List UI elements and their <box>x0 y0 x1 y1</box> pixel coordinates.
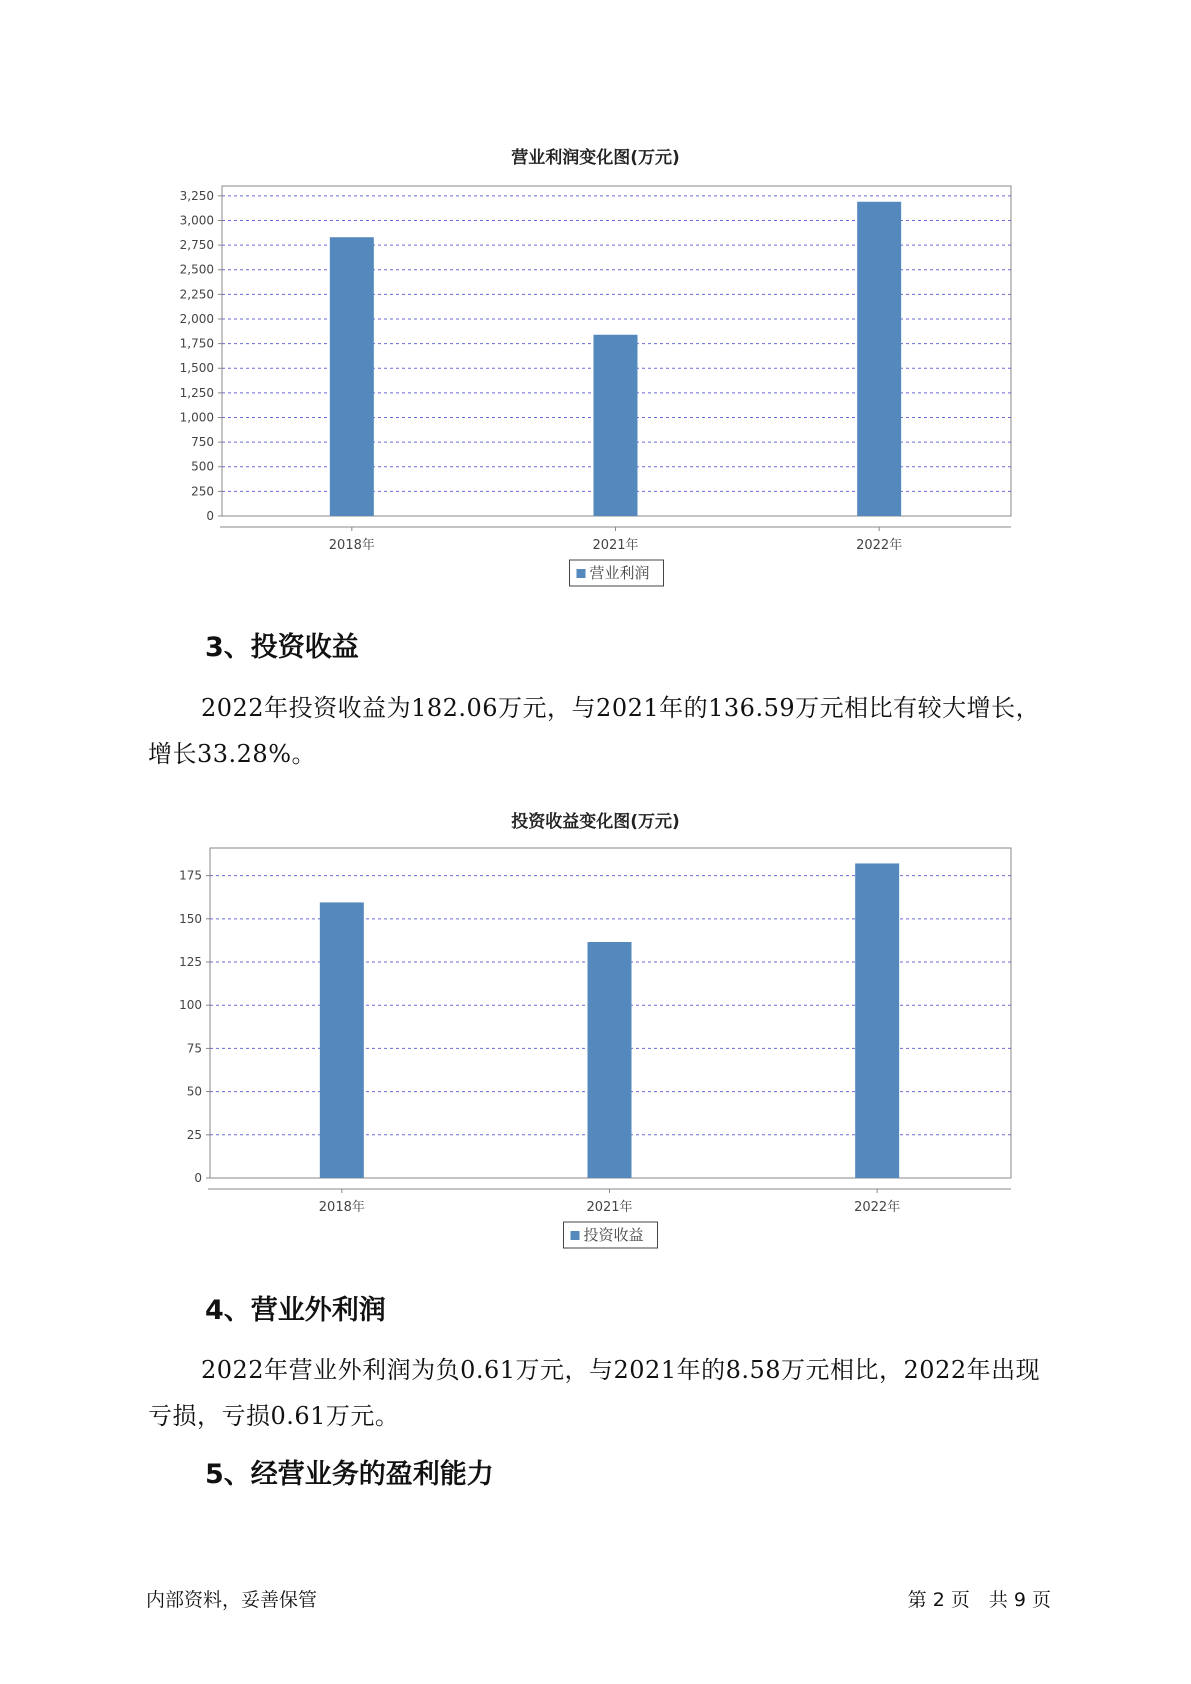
y-tick-label: 2,500 <box>179 262 214 277</box>
y-tick-label: 150 <box>179 911 202 926</box>
x-tick-label: 2021年 <box>592 538 639 553</box>
bar <box>320 902 364 1178</box>
y-tick-label: 175 <box>179 868 202 883</box>
y-tick-label: 3,250 <box>179 188 214 203</box>
y-tick-label: 1,250 <box>179 385 214 400</box>
y-tick-label: 1,500 <box>179 361 214 376</box>
y-tick-label: 0 <box>194 1171 202 1185</box>
y-tick-label: 1,750 <box>179 336 214 351</box>
bar <box>588 942 632 1178</box>
section3-paragraph: 2022年投资收益为182.06万元，与2021年的136.59万元相比有较大增长，增长33.28%。 <box>148 694 1041 768</box>
section3-heading: 3、投资收益 <box>205 632 359 663</box>
y-tick-label: 0 <box>206 509 214 523</box>
x-tick-label: 2022年 <box>854 1200 901 1215</box>
legend-swatch <box>571 1231 580 1240</box>
x-tick-label: 2022年 <box>856 538 903 553</box>
x-tick-label: 2018年 <box>328 538 375 553</box>
y-tick-label: 2,750 <box>179 238 214 253</box>
section4-paragraph: 2022年营业外利润为负0.61万元，与2021年的8.58万元相比，2022年出现亏损，亏损0.61万元。 <box>148 1356 1041 1430</box>
footer-page-number: 第 2 页 共 9 页 <box>907 1589 1051 1611</box>
y-tick-label: 750 <box>191 435 214 450</box>
y-tick-label: 2,250 <box>179 287 214 302</box>
y-tick-label: 25 <box>186 1127 202 1142</box>
y-tick-label: 2,000 <box>179 311 214 326</box>
y-tick-label: 125 <box>179 955 202 970</box>
legend-label: 投资收益 <box>583 1226 644 1244</box>
y-tick-label: 100 <box>179 998 202 1013</box>
y-tick-label: 50 <box>186 1084 202 1099</box>
footer-confidential-note: 内部资料，妥善保管 <box>146 1589 318 1611</box>
y-tick-label: 75 <box>186 1041 202 1056</box>
section5-heading: 5、经营业务的盈利能力 <box>205 1459 494 1490</box>
y-tick-label: 500 <box>191 459 214 474</box>
bar <box>855 863 899 1178</box>
chart2-title: 投资收益变化图(万元) <box>511 812 680 832</box>
y-tick-label: 250 <box>191 484 214 499</box>
x-tick-label: 2018年 <box>318 1200 365 1215</box>
y-tick-label: 1,000 <box>179 410 214 425</box>
y-tick-label: 3,000 <box>179 213 214 228</box>
chart1-title: 营业利润变化图(万元) <box>511 148 680 168</box>
legend-label: 营业利润 <box>589 564 650 582</box>
section4-heading: 4、营业外利润 <box>205 1295 386 1326</box>
x-tick-label: 2021年 <box>586 1200 633 1215</box>
